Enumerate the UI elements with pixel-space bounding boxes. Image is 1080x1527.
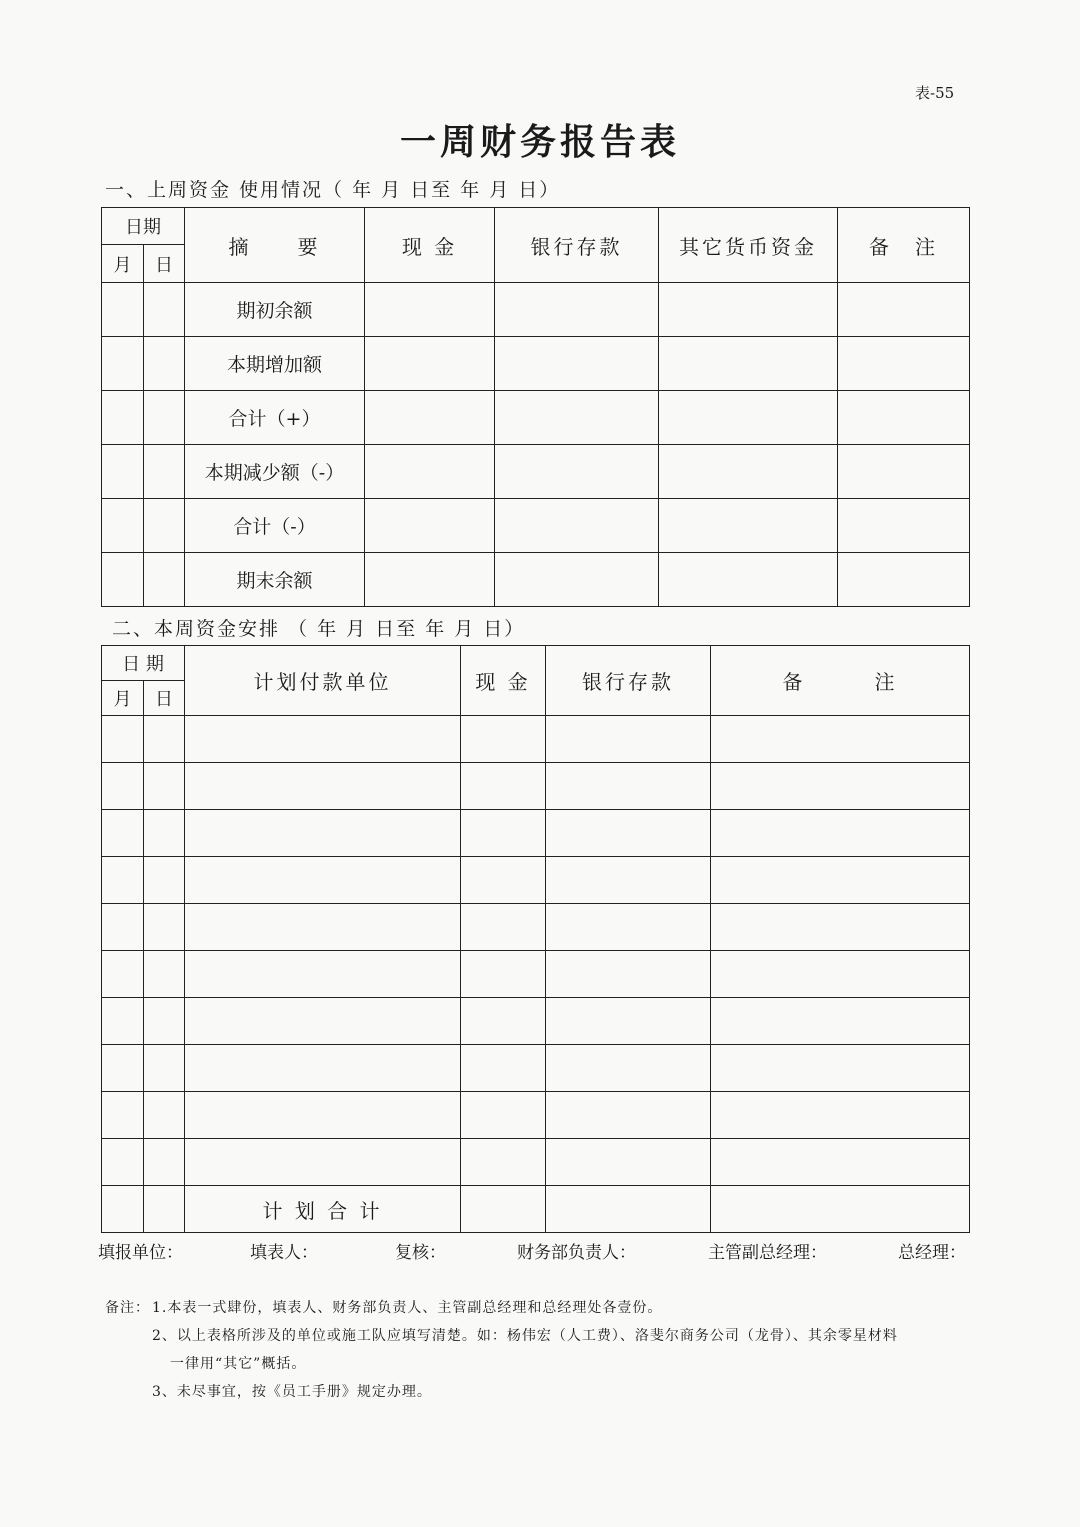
other-cell[interactable]: [659, 499, 838, 553]
day-cell[interactable]: [144, 553, 185, 607]
bank-cell[interactable]: [546, 763, 711, 810]
day-cell[interactable]: [144, 1045, 185, 1092]
remark-cell[interactable]: [711, 1045, 970, 1092]
cash-header: 现 金: [365, 208, 495, 283]
month-cell[interactable]: [102, 1139, 144, 1186]
cash-cell[interactable]: [461, 716, 546, 763]
day-cell[interactable]: [144, 716, 185, 763]
table-row: [102, 857, 970, 904]
remark-cell[interactable]: [838, 337, 970, 391]
cash-cell[interactable]: [365, 391, 495, 445]
reporting-unit-label: 填报单位：: [98, 1243, 183, 1263]
month-cell[interactable]: [102, 998, 144, 1045]
table-row: [102, 283, 970, 337]
other-cell[interactable]: [659, 283, 838, 337]
cash-cell[interactable]: [461, 763, 546, 810]
month-header: 月: [102, 245, 144, 283]
month-cell[interactable]: [102, 553, 144, 607]
remark-cell[interactable]: [838, 445, 970, 499]
cash-total-cell[interactable]: [461, 1186, 546, 1233]
bank-total-cell[interactable]: [546, 1186, 711, 1233]
month-cell[interactable]: [102, 1186, 144, 1233]
day-cell[interactable]: [144, 810, 185, 857]
bank-cell[interactable]: [495, 553, 659, 607]
day-cell[interactable]: [144, 857, 185, 904]
table-row: [102, 1045, 970, 1092]
remark-cell[interactable]: [711, 763, 970, 810]
payee-header: 计划付款单位: [185, 646, 461, 716]
finance-head-label: 财务部负责人：: [517, 1243, 636, 1263]
note-line-2: 2、以上表格所涉及的单位或施工队应填写清楚。如：杨伟宏（人工费）、洛斐尔商务公司（龙骨）、其余零星材料: [152, 1328, 898, 1344]
total-row: [102, 1186, 970, 1233]
filler-label: 填表人：: [250, 1243, 318, 1263]
table-row: [102, 763, 970, 810]
table-row: [102, 553, 970, 607]
month-cell[interactable]: [102, 716, 144, 763]
month-cell[interactable]: [102, 904, 144, 951]
date-header: 日期: [102, 208, 185, 245]
cash-cell[interactable]: [365, 499, 495, 553]
day-cell[interactable]: [144, 445, 185, 499]
day-cell[interactable]: [144, 1186, 185, 1233]
bank-cell[interactable]: [495, 499, 659, 553]
month-cell[interactable]: [102, 445, 144, 499]
form-number: 表-55: [915, 84, 955, 102]
month-cell[interactable]: [102, 857, 144, 904]
payee-cell[interactable]: [185, 1092, 461, 1139]
bank-cell[interactable]: [495, 337, 659, 391]
other-cell[interactable]: [659, 337, 838, 391]
notes-label: 备注：: [105, 1300, 150, 1316]
cash-cell[interactable]: [461, 1045, 546, 1092]
month-cell[interactable]: [102, 1092, 144, 1139]
cash-cell[interactable]: [461, 1139, 546, 1186]
remark-cell[interactable]: [711, 998, 970, 1045]
bank-cell[interactable]: [546, 998, 711, 1045]
cash-cell[interactable]: [461, 951, 546, 998]
row-label: 本期增加额: [185, 337, 365, 391]
row-label: 合计（+）: [185, 391, 365, 445]
bank-deposit-header: 银行存款: [546, 646, 711, 716]
payee-cell[interactable]: [185, 951, 461, 998]
general-manager-label: 总经理：: [898, 1243, 966, 1263]
summary-header: 摘 要: [185, 208, 365, 283]
other-funds-header: 其它货币资金: [659, 208, 838, 283]
section1-heading: 一、上周资金 使用情况（ 年 月 日至 年 月 日）: [105, 179, 561, 201]
day-cell[interactable]: [144, 391, 185, 445]
table-row: [102, 391, 970, 445]
note-line-1: 1.本表一式肆份，填表人、财务部负责人、主管副总经理和总经理处各壹份。: [152, 1300, 663, 1316]
remark-cell[interactable]: [711, 904, 970, 951]
other-cell[interactable]: [659, 391, 838, 445]
note-line-3: 3、未尽事宜，按《员工手册》规定办理。: [152, 1384, 432, 1400]
remark-cell[interactable]: [711, 716, 970, 763]
day-cell[interactable]: [144, 337, 185, 391]
remark-cell[interactable]: [711, 857, 970, 904]
bank-cell[interactable]: [546, 951, 711, 998]
month-header: 月: [102, 681, 144, 716]
day-cell[interactable]: [144, 1092, 185, 1139]
payee-cell[interactable]: [185, 716, 461, 763]
table-row: [102, 998, 970, 1045]
cash-cell[interactable]: [461, 904, 546, 951]
cash-cell[interactable]: [365, 445, 495, 499]
row-label: 合计（-）: [185, 499, 365, 553]
bank-cell[interactable]: [495, 445, 659, 499]
payee-cell[interactable]: [185, 998, 461, 1045]
bank-cell[interactable]: [546, 857, 711, 904]
weekly-fund-plan-table: [101, 645, 970, 1233]
day-cell[interactable]: [144, 763, 185, 810]
cash-cell[interactable]: [461, 857, 546, 904]
remark-cell[interactable]: [711, 1186, 970, 1233]
month-cell[interactable]: [102, 391, 144, 445]
table-row: [102, 337, 970, 391]
bank-cell[interactable]: [495, 391, 659, 445]
payee-cell[interactable]: [185, 1139, 461, 1186]
cash-cell[interactable]: [461, 998, 546, 1045]
day-header: 日: [144, 245, 185, 283]
day-cell[interactable]: [144, 499, 185, 553]
table-row: [102, 951, 970, 998]
payee-cell[interactable]: [185, 763, 461, 810]
note-line-2-continued: 一律用“其它”概括。: [170, 1356, 307, 1372]
remark-cell[interactable]: [711, 1092, 970, 1139]
row-label: 期末余额: [185, 553, 365, 607]
date-header: 日 期: [102, 646, 185, 681]
month-cell[interactable]: [102, 763, 144, 810]
cash-cell[interactable]: [365, 283, 495, 337]
month-cell[interactable]: [102, 283, 144, 337]
month-cell[interactable]: [102, 951, 144, 998]
table-row: [102, 1092, 970, 1139]
other-cell[interactable]: [659, 553, 838, 607]
cash-cell[interactable]: [365, 337, 495, 391]
remark-cell[interactable]: [711, 951, 970, 998]
cash-cell[interactable]: [461, 810, 546, 857]
bank-deposit-header: 银行存款: [495, 208, 659, 283]
weekly-fund-usage-table: [101, 207, 970, 607]
bank-cell[interactable]: [546, 810, 711, 857]
table-row: [102, 445, 970, 499]
day-cell[interactable]: [144, 998, 185, 1045]
page-title: 一周财务报告表: [399, 121, 680, 163]
month-cell[interactable]: [102, 499, 144, 553]
bank-cell[interactable]: [546, 904, 711, 951]
table-row: [102, 716, 970, 763]
day-cell[interactable]: [144, 283, 185, 337]
remark-cell[interactable]: [838, 283, 970, 337]
payee-cell[interactable]: [185, 857, 461, 904]
row-label: 期初余额: [185, 283, 365, 337]
table-row: [102, 904, 970, 951]
other-cell[interactable]: [659, 445, 838, 499]
bank-cell[interactable]: [546, 1139, 711, 1186]
day-cell[interactable]: [144, 1139, 185, 1186]
table-row: [102, 810, 970, 857]
plan-total-label: 计 划 合 计: [185, 1186, 461, 1233]
remark-cell[interactable]: [838, 391, 970, 445]
bank-cell[interactable]: [546, 716, 711, 763]
day-cell[interactable]: [144, 904, 185, 951]
reviewer-label: 复核：: [395, 1243, 446, 1263]
remark-header: 备 注: [838, 208, 970, 283]
month-cell[interactable]: [102, 1045, 144, 1092]
table-row: [102, 1139, 970, 1186]
section2-heading: 二、本周资金安排 （ 年 月 日至 年 月 日）: [112, 618, 526, 640]
cash-cell[interactable]: [365, 553, 495, 607]
day-cell[interactable]: [144, 951, 185, 998]
remark-cell[interactable]: [711, 1139, 970, 1186]
vice-gm-label: 主管副总经理：: [708, 1243, 827, 1263]
bank-cell[interactable]: [495, 283, 659, 337]
remark-header: 备 注: [711, 646, 970, 716]
payee-cell[interactable]: [185, 1045, 461, 1092]
day-header: 日: [144, 681, 185, 716]
month-cell[interactable]: [102, 337, 144, 391]
remark-cell[interactable]: [711, 810, 970, 857]
month-cell[interactable]: [102, 810, 144, 857]
bank-cell[interactable]: [546, 1092, 711, 1139]
payee-cell[interactable]: [185, 904, 461, 951]
row-label: 本期减少额（-）: [185, 445, 365, 499]
remark-cell[interactable]: [838, 553, 970, 607]
payee-cell[interactable]: [185, 810, 461, 857]
bank-cell[interactable]: [546, 1045, 711, 1092]
remark-cell[interactable]: [838, 499, 970, 553]
cash-cell[interactable]: [461, 1092, 546, 1139]
table-row: [102, 499, 970, 553]
cash-header: 现 金: [461, 646, 546, 716]
